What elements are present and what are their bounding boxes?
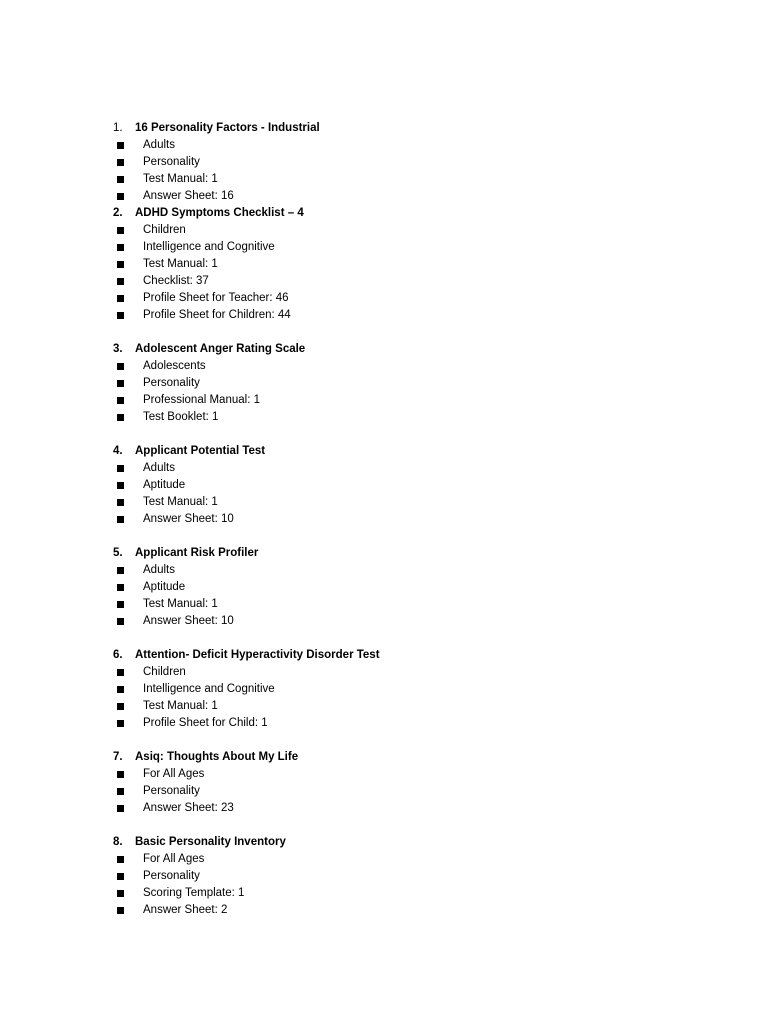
list-item-label: Children <box>143 224 186 236</box>
list-item <box>0 375 768 392</box>
square-bullet-icon <box>117 414 124 421</box>
square-bullet-icon <box>117 686 124 693</box>
test-number: 6. <box>113 649 123 661</box>
square-bullet-icon <box>117 720 124 727</box>
square-bullet-icon <box>117 873 124 880</box>
test-number: 8. <box>113 836 123 848</box>
test-title: Adolescent Anger Rating Scale <box>135 343 306 355</box>
list-item <box>0 681 768 698</box>
square-bullet-icon <box>117 193 124 200</box>
list-item <box>0 783 768 800</box>
list-item <box>0 188 768 205</box>
list-item <box>0 409 768 426</box>
test-entry <box>0 545 768 630</box>
list-item <box>0 494 768 511</box>
list-item <box>0 868 768 885</box>
test-number: 7. <box>113 751 123 763</box>
square-bullet-icon <box>117 142 124 149</box>
list-item-label: Test Manual: 1 <box>143 598 218 610</box>
list-item-label: Personality <box>143 785 200 797</box>
list-item-label: Personality <box>143 156 200 168</box>
list-item <box>0 902 768 919</box>
list-item <box>0 562 768 579</box>
list-item <box>0 800 768 817</box>
square-bullet-icon <box>117 380 124 387</box>
list-item <box>0 307 768 324</box>
list-item-label: For All Ages <box>143 853 205 865</box>
square-bullet-icon <box>117 482 124 489</box>
test-number: 4. <box>113 445 123 457</box>
list-item-label: Personality <box>143 870 200 882</box>
test-title: ADHD Symptoms Checklist – 4 <box>135 207 304 219</box>
list-item <box>0 511 768 528</box>
square-bullet-icon <box>117 295 124 302</box>
list-item-label: Personality <box>143 377 200 389</box>
list-item-label: Aptitude <box>143 479 186 491</box>
list-item <box>0 222 768 239</box>
square-bullet-icon <box>117 397 124 404</box>
square-bullet-icon <box>117 618 124 625</box>
list-item-label: For All Ages <box>143 768 205 780</box>
list-item <box>0 715 768 732</box>
list-item-label: Aptitude <box>143 581 186 593</box>
test-title: Attention- Deficit Hyperactivity Disorder Test <box>135 649 380 661</box>
list-item-label: Answer Sheet: 16 <box>143 190 234 202</box>
list-item-label: Intelligence and Cognitive <box>143 241 275 253</box>
square-bullet-icon <box>117 584 124 591</box>
square-bullet-icon <box>117 261 124 268</box>
list-item-label: Profile Sheet for Teacher: 46 <box>143 292 289 304</box>
test-entry <box>0 749 768 817</box>
list-item <box>0 290 768 307</box>
square-bullet-icon <box>117 601 124 608</box>
square-bullet-icon <box>117 856 124 863</box>
test-entry <box>0 834 768 919</box>
test-entry <box>0 647 768 732</box>
list-item-label: Intelligence and Cognitive <box>143 683 275 695</box>
test-entry <box>0 341 768 426</box>
test-heading <box>0 205 768 222</box>
test-heading <box>0 443 768 460</box>
test-entry <box>0 443 768 528</box>
list-item-label: Test Manual: 1 <box>143 700 218 712</box>
square-bullet-icon <box>117 244 124 251</box>
square-bullet-icon <box>117 703 124 710</box>
list-item <box>0 596 768 613</box>
square-bullet-icon <box>117 890 124 897</box>
list-item-label: Adults <box>143 564 175 576</box>
test-number: 5. <box>113 547 123 559</box>
list-item-label: Profile Sheet for Child: 1 <box>143 717 268 729</box>
list-item-label: Profile Sheet for Children: 44 <box>143 309 291 321</box>
square-bullet-icon <box>117 516 124 523</box>
list-item <box>0 273 768 290</box>
square-bullet-icon <box>117 465 124 472</box>
square-bullet-icon <box>117 771 124 778</box>
list-item-label: Answer Sheet: 2 <box>143 904 228 916</box>
list-item <box>0 613 768 630</box>
test-entry <box>0 120 768 205</box>
test-title: Asiq: Thoughts About My Life <box>135 751 299 763</box>
list-item-label: Professional Manual: 1 <box>143 394 260 406</box>
list-item-label: Scoring Template: 1 <box>143 887 245 899</box>
test-entry <box>0 205 768 324</box>
square-bullet-icon <box>117 805 124 812</box>
list-item <box>0 256 768 273</box>
list-item-label: Answer Sheet: 10 <box>143 615 234 627</box>
list-item <box>0 154 768 171</box>
list-item <box>0 698 768 715</box>
test-number: 3. <box>113 343 123 355</box>
list-item-label: Adults <box>143 462 175 474</box>
list-item-label: Adolescents <box>143 360 206 372</box>
list-item-label: Test Manual: 1 <box>143 173 218 185</box>
test-list <box>0 120 768 919</box>
square-bullet-icon <box>117 567 124 574</box>
square-bullet-icon <box>117 499 124 506</box>
list-item-label: Test Booklet: 1 <box>143 411 219 423</box>
list-item <box>0 137 768 154</box>
test-title: 16 Personality Factors - Industrial <box>135 122 320 134</box>
list-item-label: Answer Sheet: 10 <box>143 513 234 525</box>
list-item <box>0 766 768 783</box>
list-item <box>0 664 768 681</box>
list-item-label: Checklist: 37 <box>143 275 209 287</box>
list-item <box>0 477 768 494</box>
test-heading <box>0 120 768 137</box>
list-item-label: Test Manual: 1 <box>143 258 218 270</box>
square-bullet-icon <box>117 278 124 285</box>
list-item-label: Test Manual: 1 <box>143 496 218 508</box>
list-item-label: Answer Sheet: 23 <box>143 802 234 814</box>
square-bullet-icon <box>117 669 124 676</box>
list-item-label: Children <box>143 666 186 678</box>
test-heading <box>0 545 768 562</box>
test-number: 2. <box>113 207 123 219</box>
square-bullet-icon <box>117 312 124 319</box>
test-heading <box>0 749 768 766</box>
square-bullet-icon <box>117 363 124 370</box>
list-item <box>0 885 768 902</box>
list-item <box>0 460 768 477</box>
square-bullet-icon <box>117 907 124 914</box>
list-item <box>0 851 768 868</box>
square-bullet-icon <box>117 788 124 795</box>
list-item <box>0 171 768 188</box>
list-item <box>0 579 768 596</box>
test-heading <box>0 647 768 664</box>
list-item <box>0 358 768 375</box>
test-heading <box>0 834 768 851</box>
test-title: Basic Personality Inventory <box>135 836 286 848</box>
square-bullet-icon <box>117 176 124 183</box>
square-bullet-icon <box>117 227 124 234</box>
list-item <box>0 239 768 256</box>
list-item <box>0 392 768 409</box>
test-title: Applicant Potential Test <box>135 445 266 457</box>
test-title: Applicant Risk Profiler <box>135 547 259 559</box>
test-number: 1. <box>113 122 123 134</box>
square-bullet-icon <box>117 159 124 166</box>
list-item-label: Adults <box>143 139 175 151</box>
test-heading <box>0 341 768 358</box>
